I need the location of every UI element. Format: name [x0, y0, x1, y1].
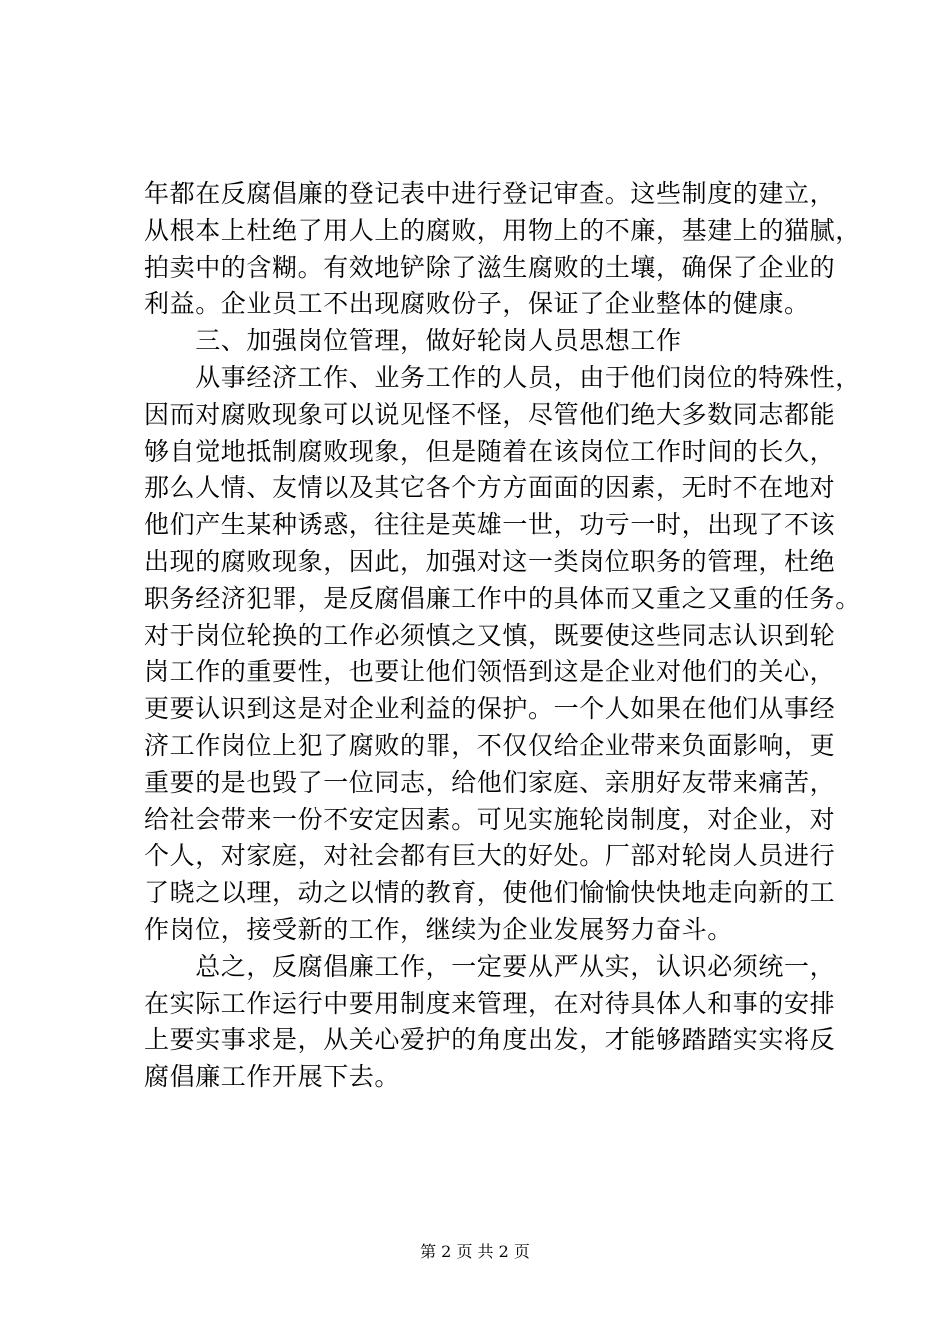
text-line: 在实际工作运行中要用制度来管理，在对待具体人和事的安排	[144, 988, 836, 1018]
text-line: 利益。企业员工不出现腐败份子，保证了企业整体的健康。	[144, 289, 810, 319]
text-line: 够自觉地抵制腐败现象，但是随着在该岗位工作时间的长久，	[144, 436, 836, 466]
text-line: 从根本上杜绝了用人上的腐败，用物上的不廉，基建上的猫腻，	[144, 215, 861, 245]
text-line: 总之，反腐倡廉工作，一定要从严从实，认识必须统一，	[144, 951, 836, 981]
text-line: 那么人情、友情以及其它各个方方面面的因素，无时不在地对	[144, 473, 836, 503]
text-line: 他们产生某种诱惑，往往是英雄一世，功亏一时，出现了不该	[144, 510, 836, 540]
text-line: 济工作岗位上犯了腐败的罪，不仅仅给企业带来负面影响，更	[144, 730, 836, 760]
text-line: 岗工作的重要性，也要让他们领悟到这是企业对他们的关心，	[144, 657, 836, 687]
text-line: 对于岗位轮换的工作必须慎之又慎，既要使这些同志认识到轮	[144, 620, 836, 650]
page-number-footer: 第 2 页 共 2 页	[420, 1242, 530, 1261]
text-line: 给社会带来一份不安定因素。可见实施轮岗制度，对企业，对	[144, 804, 836, 834]
section-heading: 三、加强岗位管理，做好轮岗人员思想工作	[144, 326, 682, 356]
text-line: 了晓之以理，动之以情的教育，使他们愉愉快快地走向新的工	[144, 878, 836, 908]
text-line: 更要认识到这是对企业利益的保护。一个人如果在他们从事经	[144, 694, 836, 724]
text-line: 作岗位，接受新的工作，继续为企业发展努力奋斗。	[144, 914, 733, 944]
text-line: 个人，对家庭，对社会都有巨大的好处。厂部对轮岗人员进行	[144, 841, 836, 871]
text-line: 上要实事求是，从关心爱护的角度出发，才能够踏踏实实将反	[144, 1025, 836, 1055]
document-body	[144, 176, 861, 1096]
text-line: 年都在反腐倡廉的登记表中进行登记审查。这些制度的建立，	[144, 179, 836, 208]
text-line: 拍卖中的含糊。有效地铲除了滋生腐败的土壤，确保了企业的	[144, 252, 836, 282]
text-line: 职务经济犯罪，是反腐倡廉工作中的具体而又重之又重的任务。	[144, 583, 861, 613]
text-line: 腐倡廉工作开展下去。	[144, 1062, 401, 1092]
text-line: 从事经济工作、业务工作的人员，由于他们岗位的特殊性，	[144, 362, 861, 392]
text-line: 出现的腐败现象，因此，加强对这一类岗位职务的管理，杜绝	[144, 546, 836, 576]
text-line: 因而对腐败现象可以说见怪不怪，尽管他们绝大多数同志都能	[144, 399, 836, 429]
text-line: 重要的是也毁了一位同志，给他们家庭、亲朋好友带来痛苦，	[144, 767, 836, 797]
